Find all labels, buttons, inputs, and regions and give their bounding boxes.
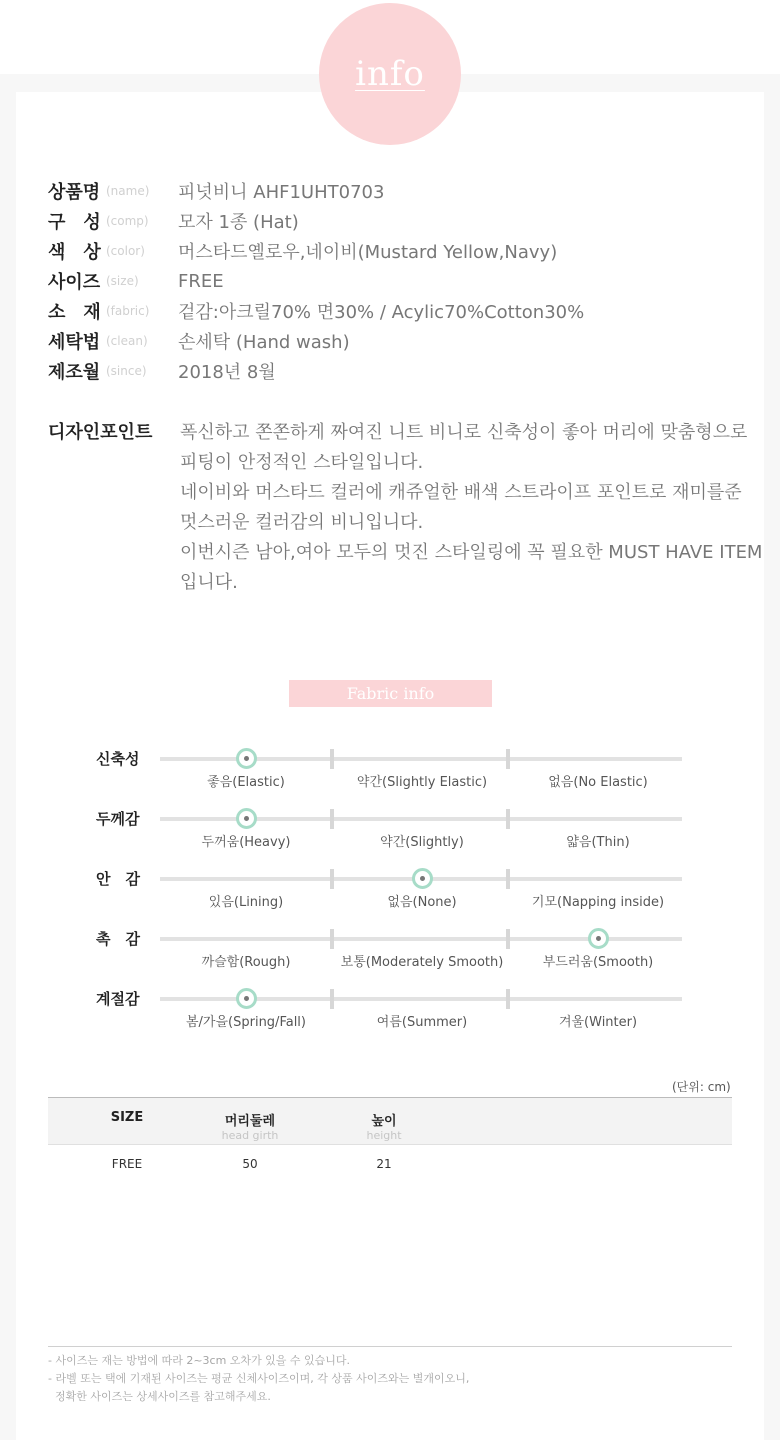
spec-label: 구 성 <box>48 212 101 233</box>
fabric-option-label: 있음(Lining) <box>208 895 284 910</box>
spec-label: 상품명 <box>48 182 101 203</box>
fabric-row <box>0 750 780 807</box>
spec-value: 머스타드옐로우,네이비(Mustard Yellow,Navy) <box>178 242 558 263</box>
spec-label-en: (comp) <box>106 214 149 228</box>
header-head-girth-en: head girth <box>221 1129 279 1142</box>
scale-divider <box>506 809 510 829</box>
scale-divider <box>330 929 334 949</box>
spec-label-en: (fabric) <box>106 304 150 318</box>
note-line: - 라벨 또는 택에 기재된 사이즈는 평균 신체사이즈이며, 각 상품 사이즈와는 별개이오니, <box>48 1372 470 1385</box>
header-height <box>354 1110 414 1142</box>
spec-value: 손세탁 (Hand wash) <box>178 332 350 353</box>
design-point-line: 폭신하고 쫀쫀하게 짜여진 니트 비니로 신축성이 좋아 머리에 맞춤형으로 <box>180 422 748 443</box>
header-size <box>92 1110 162 1125</box>
header-head-girth-label: 머리둘레 <box>224 1114 276 1129</box>
selected-indicator <box>412 868 433 889</box>
table-cell-height: 21 <box>376 1157 392 1171</box>
note-line: 정확한 사이즈는 상세사이즈를 참고해주세요. <box>48 1390 271 1403</box>
spec-value: 모자 1종 (Hat) <box>178 212 299 233</box>
header-size-label: SIZE <box>110 1110 144 1125</box>
spec-label: 색 상 <box>48 242 101 263</box>
info-badge <box>319 3 461 145</box>
fabric-option-label: 여름(Summer) <box>376 1015 468 1030</box>
header-height-en: height <box>366 1129 402 1142</box>
fabric-option-label: 없음(None) <box>387 895 457 910</box>
fabric-row <box>0 810 780 867</box>
spec-row-color <box>48 236 557 266</box>
header-height-label: 높이 <box>371 1114 397 1129</box>
spec-row-name <box>48 176 384 206</box>
notes-divider <box>48 1346 732 1347</box>
spec-row-comp <box>48 206 299 236</box>
table-cell-head-girth: 50 <box>242 1157 258 1171</box>
spec-value: 2018년 8월 <box>178 362 276 383</box>
spec-label-en: (color) <box>106 244 145 258</box>
spec-row-fabric <box>48 296 584 326</box>
fabric-option-label: 봄/가을(Spring/Fall) <box>185 1015 306 1030</box>
fabric-info-title-label: Fabric info <box>346 684 435 703</box>
fabric-option-label: 부드러움(Smooth) <box>542 955 654 970</box>
spec-row-since <box>48 356 276 386</box>
table-cell-size: FREE <box>111 1157 143 1171</box>
design-point-line: 네이비와 머스타드 컬러에 캐쥬얼한 배색 스트라이프 포인트로 재미를준 <box>180 482 742 503</box>
spec-row-size <box>48 266 224 296</box>
fabric-row-label: 신축성 <box>96 750 140 768</box>
size-table-header <box>48 1098 732 1145</box>
spec-label-en: (size) <box>106 274 139 288</box>
design-point-line: 이번시즌 남아,여아 모두의 멋진 스타일링에 꼭 필요한 MUST HAVE ITEM <box>180 542 763 563</box>
selected-indicator <box>236 808 257 829</box>
note-line: - 사이즈는 재는 방법에 따라 2~3cm 오차가 있을 수 있습니다. <box>48 1354 351 1367</box>
fabric-option-label: 좋음(Elastic) <box>207 775 285 790</box>
scale-divider <box>330 989 334 1009</box>
design-point-text <box>180 418 770 598</box>
scale-divider <box>506 989 510 1009</box>
fabric-row-label: 안 감 <box>96 870 140 888</box>
design-point-line: 입니다. <box>180 572 238 593</box>
selected-indicator <box>236 748 257 769</box>
scale-divider <box>506 869 510 889</box>
fabric-option-label: 얇음(Thin) <box>566 835 630 850</box>
spec-label-en: (clean) <box>106 334 148 348</box>
fabric-option-label: 두꺼움(Heavy) <box>201 835 291 850</box>
spec-value: 겉감:아크릴70% 면30% / Acylic70%Cotton30% <box>178 302 585 323</box>
spec-label-en: (name) <box>106 184 150 198</box>
fabric-option-label: 보통(Moderately Smooth) <box>340 955 504 970</box>
spec-label: 사이즈 <box>48 272 101 293</box>
spec-label-en: (since) <box>106 364 147 378</box>
scale-divider <box>330 869 334 889</box>
scale-divider <box>330 749 334 769</box>
spec-row-clean <box>48 326 350 356</box>
size-notes <box>48 1352 469 1406</box>
unit-label: (단위: cm) <box>672 1080 731 1094</box>
fabric-option-label: 까슬함(Rough) <box>201 955 291 970</box>
fabric-option-label: 약간(Slightly Elastic) <box>356 775 488 790</box>
fabric-row <box>0 870 780 927</box>
header-head-girth <box>205 1110 295 1142</box>
fabric-row <box>0 930 780 987</box>
design-point-line: 멋스러운 컬러감의 비니입니다. <box>180 512 424 533</box>
fabric-option-label: 없음(No Elastic) <box>548 775 648 790</box>
spec-value: 피넛비니 AHF1UHT0703 <box>178 182 385 203</box>
spec-label: 제조월 <box>48 362 101 383</box>
spec-value: FREE <box>178 270 224 292</box>
fabric-row-label: 두께감 <box>96 810 140 828</box>
design-point-line: 피팅이 안정적인 스타일입니다. <box>180 452 424 473</box>
fabric-option-label: 기모(Napping inside) <box>531 895 665 910</box>
scale-divider <box>506 749 510 769</box>
fabric-row <box>0 990 780 1047</box>
spec-label: 소 재 <box>48 302 101 323</box>
selected-indicator <box>588 928 609 949</box>
design-point-title: 디자인포인트 <box>48 422 153 443</box>
fabric-row-label: 촉 감 <box>96 930 140 948</box>
scale-divider <box>506 929 510 949</box>
fabric-info-title <box>289 680 492 707</box>
info-badge-label: info <box>355 54 425 94</box>
scale-divider <box>330 809 334 829</box>
fabric-option-label: 약간(Slightly) <box>380 835 464 850</box>
selected-indicator <box>236 988 257 1009</box>
fabric-option-label: 겨울(Winter) <box>558 1015 638 1030</box>
fabric-row-label: 계절감 <box>96 990 140 1008</box>
spec-label: 세탁법 <box>48 332 101 353</box>
